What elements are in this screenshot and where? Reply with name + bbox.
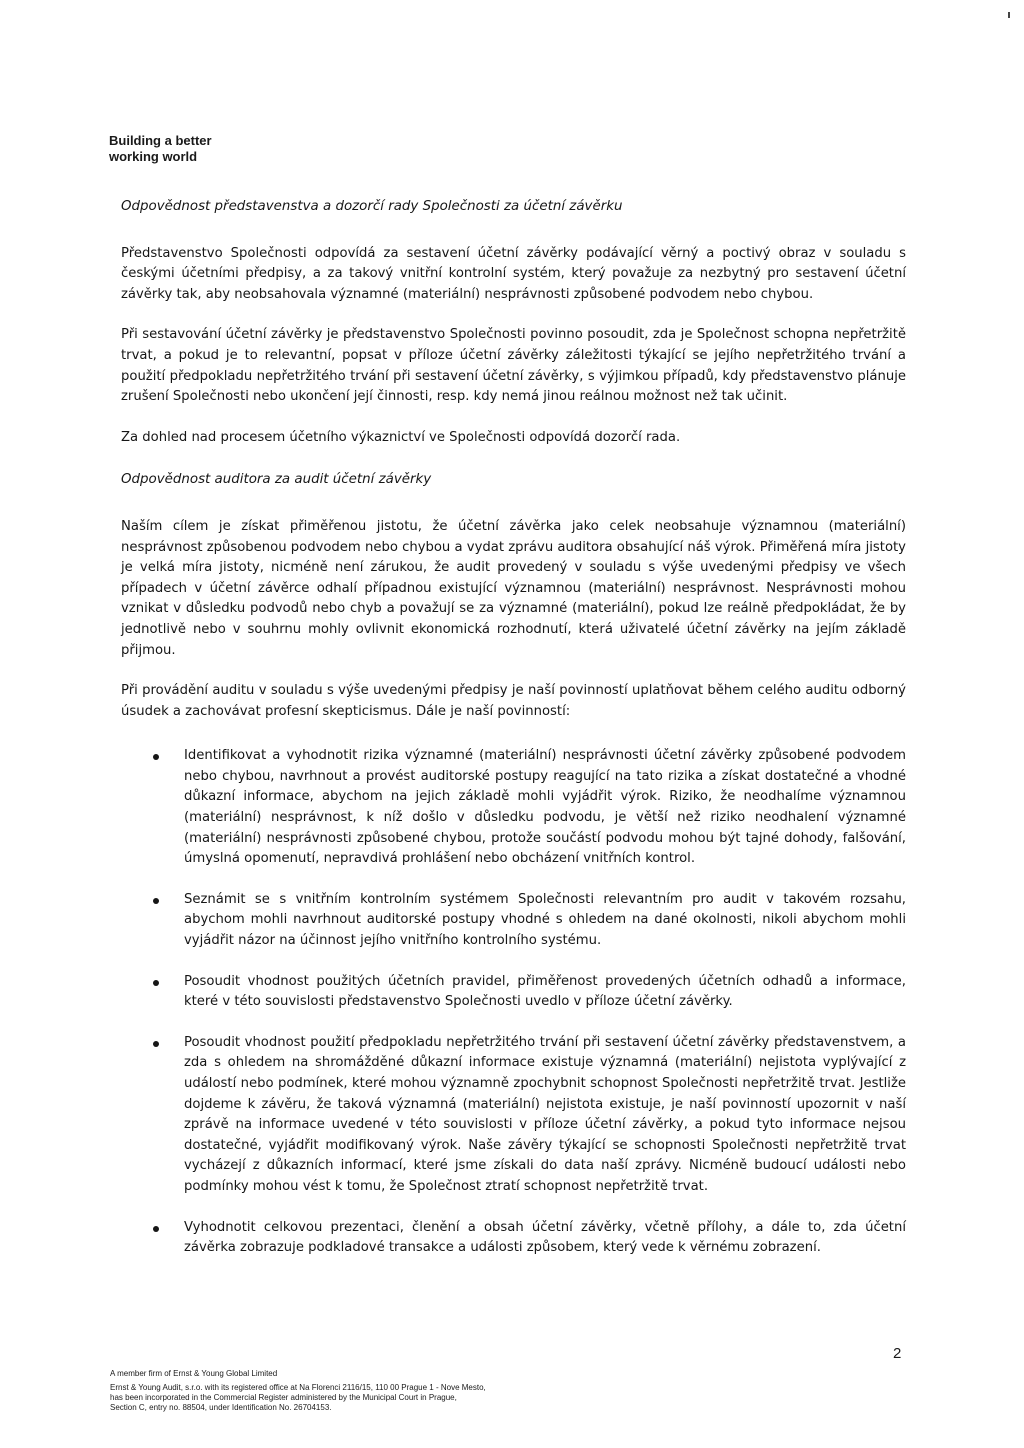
brand-tagline: [109, 133, 212, 165]
footer-member-line: A member firm of Ernst & Young Global Limited: [110, 1369, 278, 1378]
list-item: [121, 1033, 906, 1198]
list-item-text: Posoudit vhodnost použití předpokladu nepřetržitého trvání při sestavení účetní závěrky představenstvem, a zda s ohledem na shromážděné důkazní informace existuje významná (materiální) nejistota vyplývající z událostí nebo podmínek, které mohou významně zpochybnit schopnost Společnosti nepřetržitě trvat. Jestliže dojdeme k závěru, že taková významná (materiální) nejistota existuje, je naší povinností upozornit v naší zprávě na informace uvedené v této souvislosti v příloze účetní závěrky, a pokud tyto informace nejsou dostatečné, vyjádřit modifikovaný výrok. Naše závěry týkající se schopnosti Společnosti nepřetržitě trvat vycházejí z důkazních informací, které jsme získali do data naší zprávy. Nicméně budoucí události nebo podmínky mohou vést k tomu, že Společnost ztratí schopnost nepřetržitě trvat.: [184, 1034, 906, 1194]
list-item: [121, 746, 906, 870]
auditor-duties-list: [121, 746, 906, 1258]
page-number: 2: [893, 1345, 902, 1362]
bullet-icon: [153, 754, 159, 760]
document-body: [121, 197, 906, 1279]
list-item-text: Identifikovat a vyhodnotit rizika významné (materiální) nesprávnosti účetní závěrky způsobené podvodem nebo chybou, navrhnout a provést auditorské postupy reagující na tato rizika a získat dostatečné a vhodné důkazní informace, abychom na jejich základě mohli vyjádřit výrok. Riziko, že neodhalíme významnou (materiální) nesprávnost, k níž došlo v důsledku podvodu, je větší než riziko neodhalení významné (materiální) nesprávnosti způsobené chybou, protože součástí podvodu mohou být tajné dohody, falšování, úmyslná opomenutí, nepravdivá prohlášení nebo obcházení vnitřních kontrol.: [184, 748, 906, 867]
section-heading-auditor-responsibility: Odpovědnost auditora za audit účetní závěrky: [121, 472, 432, 488]
list-item: [121, 890, 906, 952]
tagline-line-1: Building a better: [109, 133, 212, 148]
bullet-icon: [153, 1226, 159, 1232]
footer-line: Ernst & Young Audit, s.r.o. with its registered office at Na Florenci 2116/15, 110 00 Prague 1 - Nove Mesto,: [110, 1383, 486, 1392]
paragraph: Při sestavování účetní závěrky je představenstvo Společnosti povinno posoudit, zda je Společnost schopna nepřetržitě trvat, a pokud je to relevantní, popsat v příloze účetní závěrky záležitosti týkající se jejího nepřetržitého trvání a použití předpokladu nepřetržitého trvání při sestavení účetní závěrky, s výjimkou případů, kdy představenstvo plánuje zrušení Společnosti nebo ukončení její činnosti, resp. kdy nemá jinou reálnou možnost než tak učinit.: [121, 327, 906, 405]
paragraph: Při provádění auditu v souladu s výše uvedenými předpisy je naší povinností uplatňovat během celého auditu odborný úsudek a zachovávat profesní skepticismus. Dále je naší povinností:: [121, 683, 906, 719]
list-item-text: Posoudit vhodnost použitých účetních pravidel, přiměřenost provedených účetních odhadů a informace, které v této souvislosti představenstvo Společnosti uvedlo v příloze účetní závěrky.: [184, 973, 906, 1010]
paragraph: Za dohled nad procesem účetního výkaznictví ve Společnosti odpovídá dozorčí rada.: [121, 429, 681, 445]
tagline-line-2: working world: [109, 149, 198, 164]
bullet-icon: [153, 1041, 159, 1047]
footer-legal-info: [110, 1369, 630, 1413]
paragraph: Představenstvo Společnosti odpovídá za sestavení účetní závěrky podávající věrný a poctivý obraz v souladu s českými účetními předpisy, a za takový vnitřní kontrolní systém, který považuje za nezbytný pro sestavení účetní závěrky tak, aby neobsahovala významné (materiální) nesprávnosti způsobené podvodem nebo chybou.: [121, 245, 906, 302]
list-item: [121, 1218, 906, 1259]
list-item: [121, 972, 906, 1013]
footer-line: Section C, entry no. 88504, under Identification No. 26704153.: [110, 1403, 332, 1412]
list-item-text: Vyhodnotit celkovou prezentaci, členění a obsah účetní závěrky, včetně přílohy, a dále to, zda účetní závěrka zobrazuje podkladové transakce a události způsobem, který vede k věrnému zobrazení.: [184, 1219, 906, 1256]
section-heading-board-responsibility: Odpovědnost představenstva a dozorčí rady Společnosti za účetní závěrku: [121, 199, 623, 214]
bullet-icon: [153, 898, 159, 904]
bullet-icon: [153, 980, 159, 986]
footer-line: has been incorporated in the Commercial Register administered by the Municipal Court in Prague,: [110, 1393, 457, 1402]
scan-edge-mark: [1008, 12, 1010, 18]
paragraph: Naším cílem je získat přiměřenou jistotu, že účetní závěrka jako celek neobsahuje významnou (materiální) nesprávnost způsobenou podvodem nebo chybou a vydat zprávu auditora obsahující náš výrok. Přiměřená míra jistoty je velká míra jistoty, nicméně není zárukou, že audit provedený v souladu s výše uvedenými předpisy ve všech případech v účetní závěrce odhalí případnou existující významnou (materiální) nesprávnost. Nesprávnosti mohou vznikat v důsledku podvodů nebo chyb a považují se za významné (materiální), pokud lze reálně předpokládat, že by jednotlivě nebo v souhrnu mohly ovlivnit ekonomická rozhodnutí, která uživatelé účetní závěrky na jejím základě přijmou.: [121, 518, 906, 658]
list-item-text: Seznámit se s vnitřním kontrolním systémem Společnosti relevantním pro audit v takovém rozsahu, abychom mohli navrhnout auditorské postupy vhodné s ohledem na dané okolnosti, nikoli abychom mohli vyjádřit názor na účinnost jejího vnitřního kontrolního systému.: [184, 891, 906, 949]
